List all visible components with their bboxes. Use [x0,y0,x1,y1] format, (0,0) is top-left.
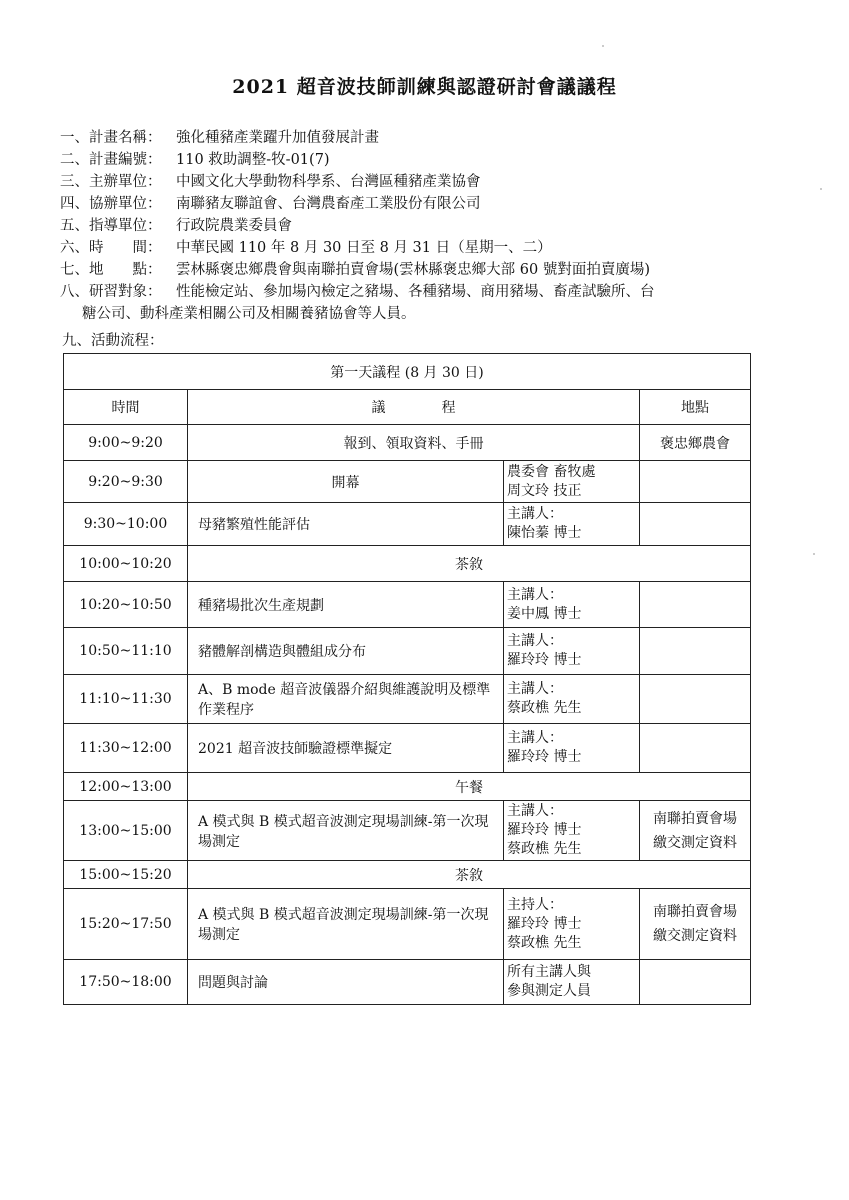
info-row [60,149,780,171]
row-time: 10:00~10:20 [64,546,188,582]
row-venue [640,675,751,724]
row-agenda: A、B mode 超音波儀器介紹與維護說明及標準作業程序 [188,675,504,724]
info-value: 中華民國 110 年 8 月 30 日至 8 月 31 日（星期一、二） [176,240,552,256]
row-time: 17:50~18:00 [64,960,188,1005]
row-agenda: 報到、領取資料、手冊 [188,425,640,461]
row-agenda: 母豬繁殖性能評估 [188,503,504,546]
break-row [64,773,751,801]
row-venue [640,960,751,1005]
venue-line: 繳交測定資料 [653,834,737,851]
row-venue [640,889,751,960]
info-value: 性能檢定站、參加場內檢定之豬場、各種豬場、商用豬場、畜產試驗所、台 [176,284,655,300]
session-row [64,503,751,546]
row-agenda: A 模式與 B 模式超音波測定現場訓練-第一次現場測定 [188,889,504,960]
info-label: 五、指導單位： [60,218,162,234]
break-label: 午餐 [188,773,751,801]
session-row [64,960,751,1005]
column-header-row [64,390,751,425]
row-speaker [504,960,640,1005]
speaker-line: 所有主講人與 [507,964,591,980]
row-time: 10:50~11:10 [64,628,188,675]
row-agenda: 種豬場批次生產規劃 [188,582,504,628]
row-speaker [504,675,640,724]
info-row [60,193,780,215]
speaker-line: 主持人： [507,896,563,913]
speaker-line: 陳怡蓁 博士 [507,525,582,541]
session-row [64,461,751,503]
venue-line: 南聯拍賣會場 [653,810,737,827]
row-agenda: 豬體解剖構造與體組成分布 [188,628,504,675]
row-venue [640,724,751,773]
info-label: 二、計畫編號： [60,152,162,168]
speaker-line: 蔡政樵 先生 [507,934,582,951]
speaker-line: 羅玲玲 博士 [507,915,582,932]
row-time: 9:30~10:00 [64,503,188,546]
break-row [64,861,751,889]
session-row [64,675,751,724]
row-agenda: A 模式與 B 模式超音波測定現場訓練-第一次現場測定 [188,801,504,861]
row-time: 9:20~9:30 [64,461,188,503]
header-time: 時間 [64,390,188,425]
speaker-line: 姜中鳳 博士 [507,605,582,622]
info-label: 一、計畫名稱： [60,130,162,146]
break-label: 茶敘 [188,546,751,582]
info-row [60,281,780,303]
row-venue [640,503,751,546]
session-row [64,889,751,960]
row-time: 15:20~17:50 [64,889,188,960]
header-venue: 地點 [640,390,751,425]
row-speaker [504,582,640,628]
info-row [60,127,780,149]
speaker-line: 周文玲 技正 [507,482,582,499]
speaker-line: 主講人： [507,633,563,649]
break-row [64,546,751,582]
day-header: 第一天議程 (8 月 30 日) [64,354,751,390]
info-row [60,171,780,193]
info-label: 六、時 間： [60,240,162,256]
info-value: 中國文化大學動物科學系、台灣區種豬產業協會 [176,174,481,190]
header-agenda: 議 程 [188,390,640,425]
row-time: 12:00~13:00 [64,773,188,801]
speaker-line: 主講人： [507,681,563,697]
session-row [64,582,751,628]
session-row [64,724,751,773]
row-time: 15:00~15:20 [64,861,188,889]
info-row [60,259,780,281]
row-agenda: 2021 超音波技師驗證標準擬定 [188,724,504,773]
info-value: 雲林縣褒忠鄉農會與南聯拍賣會場(雲林縣褒忠鄉大部 60 號對面拍賣廣場) [176,262,650,278]
info-value: 110 救助調整-牧-01(7) [176,152,330,168]
page-title: 2021 超音波技師訓練與認證研討會議議程 [232,76,617,98]
row-time: 10:20~10:50 [64,582,188,628]
row-speaker [504,724,640,773]
info-row [60,237,780,259]
row-venue: 褒忠鄉農會 [640,425,751,461]
break-label: 茶敘 [188,861,751,889]
day-header-row [64,354,751,390]
info-value: 強化種豬產業躍升加值發展計畫 [176,130,379,146]
row-venue [640,628,751,675]
speaker-line: 羅玲玲 博士 [507,822,582,838]
row-venue [640,801,751,861]
info-label: 四、協辦單位： [60,196,162,212]
info-value: 行政院農業委員會 [176,218,292,234]
speaker-line: 農委會 畜牧處 [507,463,596,480]
session-row [64,628,751,675]
row-speaker [504,628,640,675]
scan-speck [813,553,815,555]
schedule-label: 九、活動流程： [62,333,164,349]
schedule-table [63,353,751,1005]
scan-speck [602,45,604,47]
speaker-line: 蔡政樵 先生 [507,841,582,857]
row-speaker [504,461,640,503]
info-row [60,215,780,237]
row-venue [640,582,751,628]
row-agenda: 開幕 [188,461,504,503]
registration-row [64,425,751,461]
row-time: 11:30~12:00 [64,724,188,773]
info-label: 三、主辦單位： [60,174,162,190]
speaker-line: 參與測定人員 [507,983,591,999]
row-speaker [504,503,640,546]
info-label: 八、研習對象： [60,284,162,300]
row-time: 13:00~15:00 [64,801,188,861]
row-speaker [504,801,640,861]
speaker-line: 主講人： [507,730,563,746]
venue-line: 繳交測定資料 [653,928,737,944]
session-row [64,801,751,861]
info-value: 南聯豬友聯誼會、台灣農畜產工業股份有限公司 [176,196,481,212]
speaker-line: 主講人： [507,803,563,819]
info-label: 七、地 點： [60,262,162,278]
speaker-line: 主講人： [507,586,563,603]
venue-line: 南聯拍賣會場 [653,904,737,920]
speaker-line: 主講人： [507,506,563,522]
speaker-line: 羅玲玲 博士 [507,749,582,765]
scan-speck [820,188,822,190]
speaker-line: 羅玲玲 博士 [507,652,582,668]
row-speaker [504,889,640,960]
speaker-line: 蔡政樵 先生 [507,700,582,716]
project-info [60,127,780,325]
row-time: 9:00~9:20 [64,425,188,461]
row-venue [640,461,751,503]
info-continuation: 糖公司、動科產業相關公司及相關養豬協會等人員。 [82,306,416,322]
row-agenda: 問題與討論 [188,960,504,1005]
row-time: 11:10~11:30 [64,675,188,724]
